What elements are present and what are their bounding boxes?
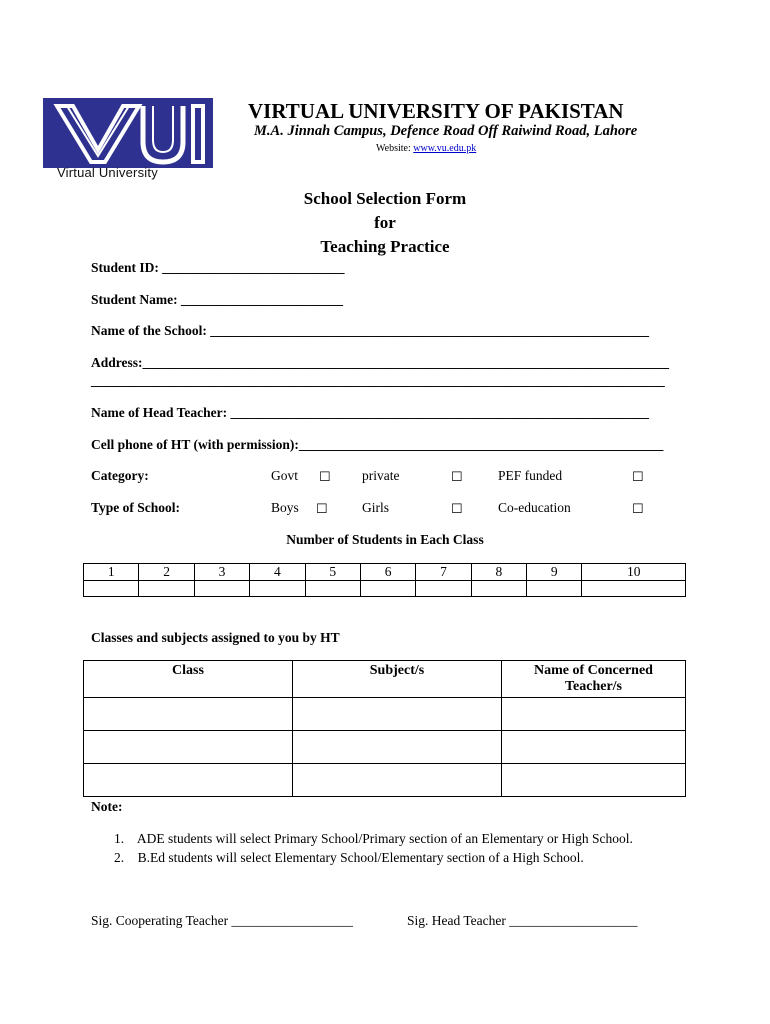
classes-table-row — [84, 698, 686, 731]
student-count-cell[interactable] — [250, 581, 305, 597]
class-header-1: 1 — [84, 564, 139, 581]
note-item-1: 1. ADE students will select Primary School/Primary section of an Elementary or High School. — [114, 831, 633, 846]
website-link[interactable]: www.vu.edu.pk — [413, 143, 477, 154]
student-count-cell[interactable] — [305, 581, 360, 597]
note-item-2: 2. B.Ed students will select Elementary School/Elementary section of a High School. — [114, 850, 584, 865]
class-cell[interactable] — [84, 698, 293, 731]
classes-table-row — [84, 731, 686, 764]
class-cell[interactable] — [84, 731, 293, 764]
school-name-field[interactable]: Name of the School: _________________________________________________________________ — [91, 323, 649, 338]
category-option-govt: Govt — [271, 468, 298, 483]
teacher-cell[interactable] — [502, 731, 686, 764]
cell-phone-field[interactable]: Cell phone of HT (with permission):______________________________________________________ — [91, 437, 664, 452]
address-field-line2[interactable]: _____________________________________________________________________________________ — [91, 373, 665, 388]
teacher-column-header — [502, 661, 686, 698]
school-type-option-girls: Girls — [362, 500, 389, 515]
category-label: Category: — [91, 468, 149, 483]
university-title: VIRTUAL UNIVERSITY OF PAKISTAN — [248, 99, 624, 123]
students-table-title: Number of Students in Each Class — [286, 532, 484, 547]
class-header-4: 4 — [250, 564, 305, 581]
class-header-3: 3 — [194, 564, 249, 581]
subject-cell[interactable] — [293, 764, 502, 797]
students-per-class-table — [83, 563, 686, 597]
head-teacher-signature[interactable]: Sig. Head Teacher ___________________ — [407, 913, 638, 928]
website-label: Website: — [376, 143, 411, 154]
class-header-7: 7 — [416, 564, 471, 581]
classes-table-title: Classes and subjects assigned to you by HT — [91, 630, 340, 645]
student-count-cell[interactable] — [360, 581, 415, 597]
class-header-6: 6 — [360, 564, 415, 581]
cooperating-teacher-signature[interactable]: Sig. Cooperating Teacher __________________ — [91, 913, 354, 928]
student-id-field[interactable]: Student ID: ___________________________ — [91, 260, 345, 275]
classes-table-row — [84, 764, 686, 797]
form-title-line1: School Selection Form — [303, 189, 467, 208]
form-title-line3: Teaching Practice — [320, 237, 450, 256]
form-title-line2: for — [374, 213, 396, 232]
category-option-private: private — [362, 468, 400, 483]
student-count-cell[interactable] — [194, 581, 249, 597]
category-govt-checkbox[interactable]: ☐ — [319, 469, 331, 484]
category-option-pef: PEF funded — [498, 468, 563, 483]
address-field[interactable]: Address:______________________________________________________________________________ — [91, 355, 670, 370]
student-count-cell[interactable] — [139, 581, 194, 597]
class-column-header: Class — [84, 661, 293, 698]
student-count-cell[interactable] — [582, 581, 686, 597]
vu-logo-mark — [43, 98, 213, 168]
school-type-girls-checkbox[interactable]: ☐ — [451, 501, 463, 516]
teacher-cell[interactable] — [502, 698, 686, 731]
vu-logo — [43, 98, 213, 182]
category-private-checkbox[interactable]: ☐ — [451, 469, 463, 484]
school-type-coeducation-checkbox[interactable]: ☐ — [632, 501, 644, 516]
student-count-cell[interactable] — [527, 581, 582, 597]
school-type-option-coeducation: Co-education — [498, 500, 571, 515]
students-table-header-row — [84, 564, 686, 581]
class-header-2: 2 — [139, 564, 194, 581]
class-header-5: 5 — [305, 564, 360, 581]
university-address: M.A. Jinnah Campus, Defence Road Off Raiwind Road, Lahore — [254, 123, 638, 139]
notes-heading: Note: — [91, 799, 123, 814]
subject-column-header: Subject/s — [293, 661, 502, 698]
class-header-8: 8 — [471, 564, 526, 581]
student-count-cell[interactable] — [416, 581, 471, 597]
subject-cell[interactable] — [293, 698, 502, 731]
students-count-row — [84, 581, 686, 597]
student-count-cell[interactable] — [84, 581, 139, 597]
vu-logo-letters — [43, 98, 213, 168]
teacher-cell[interactable] — [502, 764, 686, 797]
vu-logo-caption: Virtual University — [57, 165, 158, 180]
class-header-9: 9 — [527, 564, 582, 581]
classes-subjects-table — [83, 660, 686, 797]
student-name-field[interactable]: Student Name: ________________________ — [91, 292, 343, 307]
class-cell[interactable] — [84, 764, 293, 797]
school-type-option-boys: Boys — [271, 500, 299, 515]
subject-cell[interactable] — [293, 731, 502, 764]
head-teacher-field[interactable]: Name of Head Teacher: ______________________________________________________________ — [91, 405, 649, 420]
category-pef-checkbox[interactable]: ☐ — [632, 469, 644, 484]
class-header-10: 10 — [582, 564, 686, 581]
university-website — [376, 143, 476, 154]
student-count-cell[interactable] — [471, 581, 526, 597]
teacher-column-header-text: Name of Concerned Teacher/s — [534, 663, 653, 694]
school-type-label: Type of School: — [91, 500, 181, 515]
classes-table-header-row — [84, 661, 686, 698]
school-type-boys-checkbox[interactable]: ☐ — [316, 501, 328, 516]
